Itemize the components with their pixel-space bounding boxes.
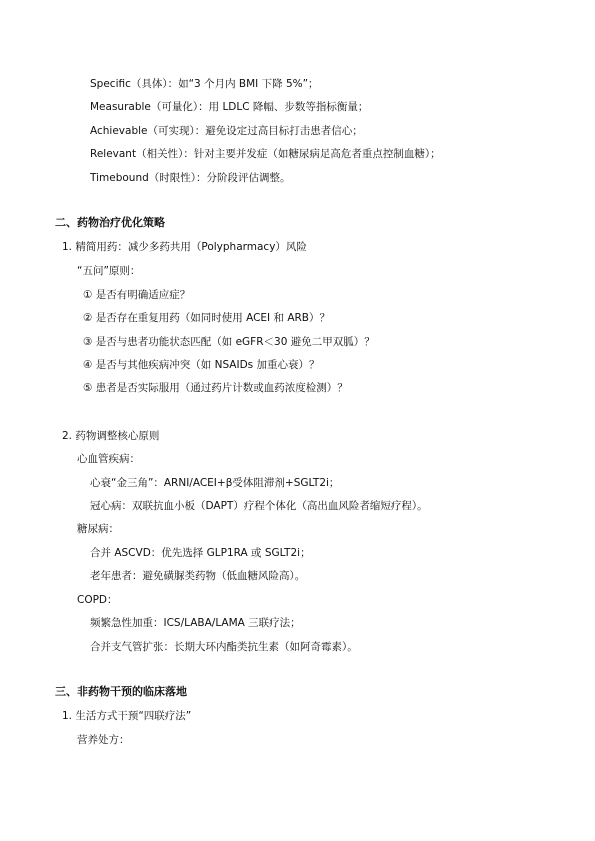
heart-failure-line: 心衰“金三角”：ARNI/ACEI+β受体阻滞剂+SGLT2i；	[90, 477, 340, 489]
item-title-adjust: 2. 药物调整核心原则	[62, 430, 160, 442]
item-title-lifestyle: 1. 生活方式干预“四联疗法”	[62, 710, 192, 722]
section-heading-drug-therapy: 二、药物治疗优化策略	[55, 216, 165, 229]
question-1: ① 是否有明确适应症？	[83, 289, 191, 301]
five-questions-label: “五问”原则：	[77, 265, 141, 277]
bronchiectasis-line: 合并支气管扩张：长期大环内酯类抗生素（如阿奇霉素）。	[90, 641, 358, 653]
exacerbation-line: 频繁急性加重：ICS/LABA/LAMA 三联疗法；	[90, 617, 301, 629]
smart-timebound: Timebound（时限性）：分阶段评估调整。	[90, 172, 291, 184]
coronary-line: 冠心病：双联抗血小板（DAPT）疗程个体化（高出血风险者缩短疗程）。	[90, 500, 428, 512]
smart-measurable: Measurable（可量化）：用 LDLC 降幅、步数等指标衡量；	[90, 101, 369, 113]
elderly-line: 老年患者：避免磺脲类药物（低血糖风险高）。	[90, 570, 306, 582]
question-4: ④ 是否与其他疾病冲突（如 NSAIDs 加重心衰）？	[83, 359, 320, 371]
smart-relevant: Relevant（相关性）：针对主要并发症（如糖尿病足高危者重点控制血糖）；	[90, 148, 441, 160]
smart-achievable: Achievable（可实现）：避免设定过高目标打击患者信心；	[90, 125, 363, 137]
ascvd-line: 合并 ASCVD：优先选择 GLP1RA 或 SGLT2i；	[90, 547, 311, 559]
copd-label: COPD：	[77, 594, 118, 606]
question-2: ② 是否存在重复用药（如同时使用 ACEI 和 ARB）？	[83, 312, 331, 324]
cvd-label: 心血管疾病：	[77, 453, 140, 465]
smart-specific: Specific（具体）：如“3 个月内 BMI 下降 5%”；	[90, 78, 319, 90]
item-title-simplify: 1. 精简用药：减少多药共用（Polypharmacy）风险	[62, 241, 307, 253]
question-5: ⑤ 患者是否实际服用（通过药片计数或血药浓度检测）？	[83, 382, 348, 394]
diabetes-label: 糖尿病：	[77, 523, 119, 535]
section-heading-non-drug: 三、非药物干预的临床落地	[55, 685, 187, 698]
question-3: ③ 是否与患者功能状态匹配（如 eGFR＜30 避免二甲双胍）？	[83, 336, 375, 348]
nutrition-label: 营养处方：	[77, 734, 130, 746]
